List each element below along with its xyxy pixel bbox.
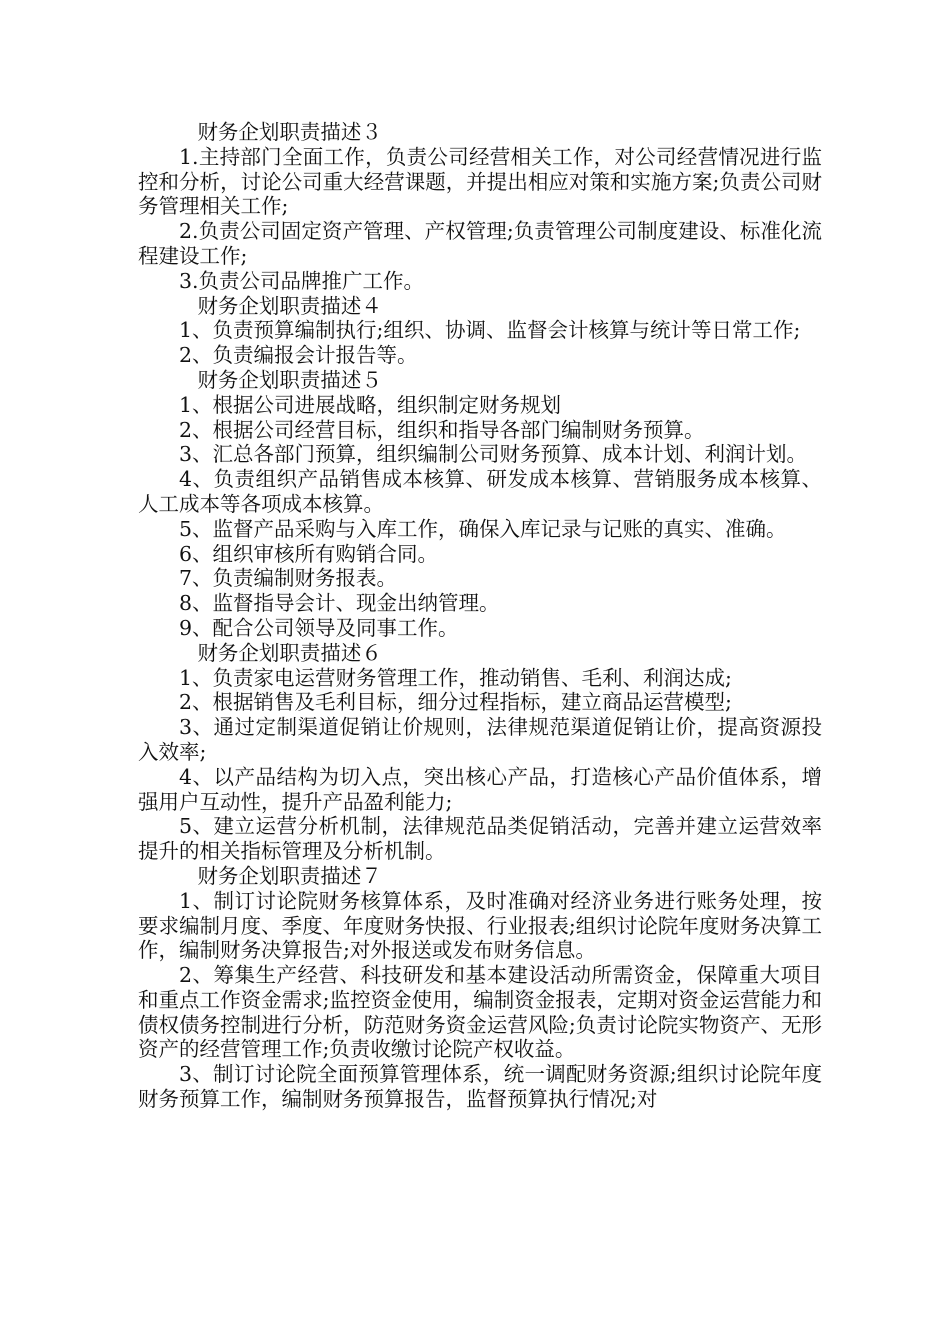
section-heading-3: 财务企划职责描述３: [197, 120, 382, 144]
paragraph: 2、筹集生产经营、科技研发和基本建设活动所需资金，保障重大项目和重点工作资金需求;监控资金使用，编制资金报表，定期对资金运营能力和债权债务控制进行分析，防范财务资金运营风险;负责讨论院实物资产、无形资产的经营管理工作;负责收缴讨论院产权收益。: [138, 963, 822, 1062]
paragraph: 5、监督产品采购与入库工作，确保入库记录与记账的真实、准确。: [179, 516, 787, 541]
paragraph: 9、配合公司领导及同事工作。: [179, 615, 459, 640]
paragraph: 3.负责公司品牌推广工作。: [179, 268, 425, 293]
section-heading-4: 财务企划职责描述４: [197, 293, 382, 318]
paragraph: 1、根据公司进展战略，组织制定财务规划: [179, 392, 562, 417]
paragraph: 2.负责公司固定资产管理、产权管理;负责管理公司制度建设、标准化流程建设工作;: [138, 219, 822, 268]
paragraph: 4、以产品结构为切入点，突出核心产品，打造核心产品价值体系，增强用户互动性，提升产品盈利能力;: [138, 764, 822, 814]
section-heading-6: 财务企划职责描述６: [197, 640, 382, 665]
paragraph: 8、监督指导会计、现金出纳管理。: [179, 591, 500, 616]
paragraph: 6、组织审核所有购销合同。: [179, 541, 439, 566]
paragraph: 2、根据销售及毛利目标，细分过程指标，建立商品运营模型;: [179, 690, 732, 715]
paragraph: 3、汇总各部门预算，组织编制公司财务预算、成本计划、利润计划。: [179, 442, 808, 467]
section-heading-5: 财务企划职责描述５: [197, 367, 382, 392]
paragraph: 2、根据公司经营目标，组织和指导各部门编制财务预算。: [179, 417, 705, 442]
paragraph: 5、建立运营分析机制，法律规范品类促销活动，完善并建立运营效率提升的相关指标管理及分析机制。: [138, 814, 822, 864]
paragraph: 1.主持部门全面工作，负责公司经营相关工作，对公司经营情况进行监控和分析，讨论公司重大经营课题，并提出相应对策和实施方案;负责公司财务管理相关工作;: [138, 144, 822, 219]
paragraph: 3、制订讨论院全面预算管理体系，统一调配财务资源;组织讨论院年度财务预算工作，编制财务预算报告，监督预算执行情况;对: [138, 1062, 822, 1112]
paragraph: 2、负责编报会计报告等。: [179, 343, 418, 368]
paragraph: 3、通过定制渠道促销让价规则，法律规范渠道促销让价，提高资源投入效率;: [138, 715, 822, 764]
paragraph: 4、负责组织产品销售成本核算、研发成本核算、营销服务成本核算、人工成本等各项成本核算。: [138, 467, 822, 516]
paragraph: 1、制订讨论院财务核算体系，及时准确对经济业务进行账务处理，按要求编制月度、季度、年度财务快报、行业报表;组织讨论院年度财务决算工作，编制财务决算报告;对外报送或发布财务信息。: [138, 888, 822, 963]
paragraph: 1、负责预算编制执行;组织、协调、监督会计核算与统计等日常工作;: [179, 318, 801, 343]
paragraph: 1、负责家电运营财务管理工作，推动销售、毛利、利润达成;: [179, 665, 732, 690]
document-page: [138, 120, 822, 1112]
paragraph: 7、负责编制财务报表。: [179, 566, 398, 591]
section-heading-7: 财务企划职责描述７: [197, 863, 382, 888]
